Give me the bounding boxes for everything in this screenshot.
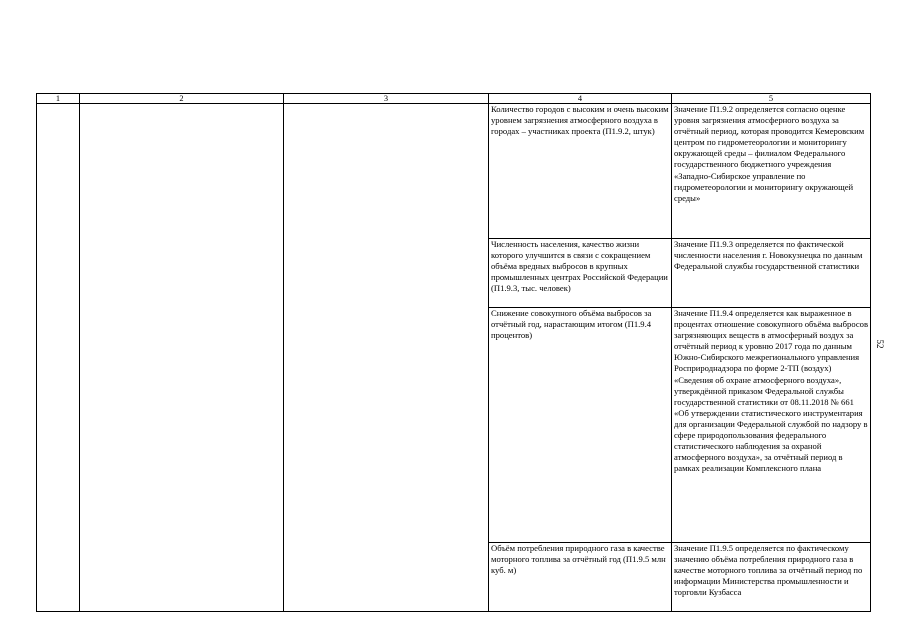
description-cell: Значение П1.9.2 определяется согласно оценке уровня загрязнения атмосферного воздуха за отчётный период, которая проводится Кемеровским центром по гидрометеорологии и мониторингу окружающей среды – филиалом Федерального государственного бюджетного учреждения «Западно-Сибирское управление по гидрометеорологии и мониторингу окружающей среды»: [672, 104, 871, 239]
empty-cell-col2: [80, 104, 284, 612]
empty-cell-col1: [37, 104, 80, 612]
column-header-2: 2: [80, 94, 284, 104]
description-cell: Значение П1.9.5 определяется по фактическому значению объёма потребления природного газа в качестве моторного топлива за отчётный период по информации Министерства промышленности и торговли Кузбасса: [672, 543, 871, 612]
column-header-5: 5: [672, 94, 871, 104]
empty-cell-col3: [284, 104, 489, 612]
indicator-cell: Количество городов с высоким и очень высоким уровнем загрязнения атмосферного воздуха в городах – участниках проекта (П1.9.2, штук): [489, 104, 672, 239]
page-number: 52: [875, 339, 885, 349]
indicators-table: [36, 93, 871, 612]
description-cell: Значение П1.9.3 определяется по фактической численности населения г. Новокузнецка по данным Федеральной службы государственной статистики: [672, 239, 871, 308]
table-header-row: [37, 94, 871, 104]
table-row: [37, 104, 871, 239]
indicator-cell: Снижение совокупного объёма выбросов за отчётный год, нарастающим итогом (П1.9.4 процентов): [489, 308, 672, 543]
column-header-3: 3: [284, 94, 489, 104]
indicator-cell: Численность населения, качество жизни которого улучшится в связи с сокращением объёма вредных выбросов в крупных промышленных центрах Российской Федерации (П1.9.3, тыс. человек): [489, 239, 672, 308]
column-header-1: 1: [37, 94, 80, 104]
description-cell: Значение П1.9.4 определяется как выраженное в процентах отношение совокупного объёма выбросов загрязняющих веществ в атмосферный воздух за отчётный период к уровню 2017 года по данным Южно-Сибирского межрегионального управления Росприроднадзора по форме 2-ТП (воздух) «Сведения об охране атмосферного воздуха», утверждённой приказом Федеральной службы государственной статистики от 08.11.2018 № 661 «Об утверждении статистического инструментария для организации Федеральной службой по надзору в сфере природопользования федерального статистического наблюдения за охраной атмосферного воздуха», за отчётный период в рамках реализации Комплексного плана: [672, 308, 871, 543]
indicator-cell: Объём потребления природного газа в качестве моторного топлива за отчётный год (П1.9.5 млн куб. м): [489, 543, 672, 612]
column-header-4: 4: [489, 94, 672, 104]
